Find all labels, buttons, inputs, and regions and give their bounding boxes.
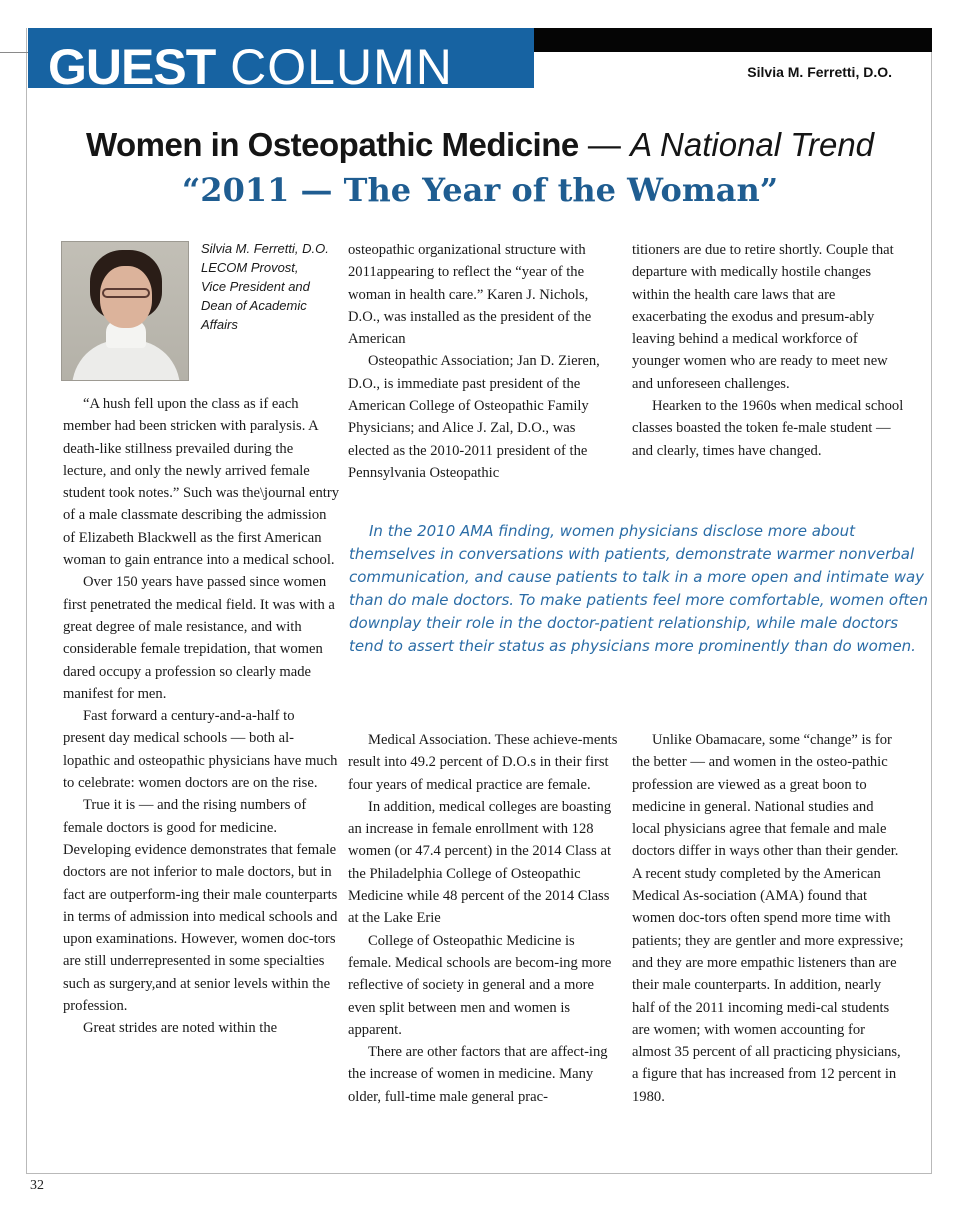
headline-dash: —	[578, 126, 631, 163]
paragraph: osteopathic organizational structure with 2011appearing to reflect the “year of the woman in health care.” Karen J. Nichols, D.O., was installed as the president of the American	[348, 242, 592, 348]
caption-line: Vice President and	[201, 279, 310, 294]
page-number: 32	[30, 1178, 44, 1193]
article-subtitle: “2011 — The Year of the Woman”	[181, 171, 779, 209]
caption-line: Affairs	[201, 317, 238, 332]
header-rule	[0, 52, 28, 53]
article-headline	[0, 124, 960, 166]
headline-main: Women in Osteopathic Medicine	[85, 126, 579, 163]
photo-caption	[201, 239, 351, 334]
pull-quote-line: themselves in conversations with patients, demonstrate warmer nonverbal	[349, 545, 915, 563]
paragraph: Great strides are noted within the	[83, 1020, 278, 1037]
pull-quote-line: than do male doctors. To make patients feel more comfortable, women often	[349, 591, 928, 609]
paragraph: Hearken to the 1960s when medical school classes boasted the token fe-male student — and clearly, times have changed.	[632, 398, 904, 459]
column-right-top	[632, 239, 904, 462]
paragraph: Unlike Obamacare, some “change” is for the better — and women in the osteo-pathic profession are viewed as a great boon to medicine in general. National studies and local physicians agree that female and male doctors differ in ways other than their gender. A recent study completed by the American Medical As-sociation (AMA) found that women doc-tors often spend more time with patients; they are gentler and more expressive; and they are more empathic listeners than are their male counterparts. In addition, nearly half of the 2011 incoming medi-cal students are women; with women accounting for almost 35 percent of all practicing physicians, a figure that has increased from 12 percent in 1980.	[632, 732, 904, 1105]
paragraph: Over 150 years have passed since women first penetrated the medical field. It was with a great degree of male resistance, and with considerable female trepidation, that women dared occupy a profession so clearly made manifest for men.	[63, 574, 335, 702]
caption-line: LECOM Provost,	[201, 260, 299, 275]
paragraph: There are other factors that are affect-ing the increase of women in medicine. Many older, full-time male general prac-	[348, 1044, 608, 1105]
section-title-light: COLUMN	[230, 39, 453, 95]
caption-line: Silvia M. Ferretti, D.O.	[201, 241, 329, 256]
paragraph: Medical Association. These achieve-ments result into 49.2 percent of D.O.s in their first four years of medical practice are female.	[348, 732, 618, 793]
column-middle-bottom	[348, 729, 618, 1108]
paragraph: College of Osteopathic Medicine is female. Medical schools are becom-ing more reflective of society in general and a more even split between men and women is apparent.	[348, 932, 612, 1038]
paragraph: Fast forward a century-and-a-half to present day medical schools — both al-lopathic and osteopathic physicians have much to celebrate: women doctors are on the rise.	[63, 708, 338, 792]
pull-quote-line: In the 2010 AMA finding, women physicians disclose more about	[369, 522, 855, 540]
headline-trend: A National Trend	[630, 126, 875, 163]
section-title	[48, 40, 453, 94]
paragraph: “A hush fell upon the class as if each member had been stricken with paralysis. A death-like stillness prevailed during the lecture, and only the newly arrived female student took notes.” Such was the\journal entry of a male classmate describing the admission of Elizabeth Blackwell as the first American woman to gain entrance into a medical school.	[63, 396, 340, 569]
pull-quote-line: downplay their role in the doctor-patient relationship, while male doctors	[349, 614, 899, 632]
paragraph: In addition, medical colleges are boasting an increase in female enrollment with 128 women (or 47.4 percent) in the 2014 Class at the Philadelphia College of Osteopathic Medicine while 48 percent of the 2014 Class at the Lake Erie	[348, 798, 612, 927]
pull-quote-line: communication, and cause patients to talk in a more open and intimate way	[349, 568, 925, 586]
section-title-bold: GUEST	[48, 39, 216, 95]
paragraph: True it is — and the rising numbers of female doctors is good for medicine. Developing evidence demonstrates that female doctors are not inferior to male doctors, but in fact are outperform-ing their male counterparts in terms of admission into medical schools and upon examinations. However, women doc-tors are still underrepresented in some specialties such as surgery,and at senior levels within the profession.	[63, 797, 338, 1015]
author-photo	[61, 241, 189, 381]
pull-quote-line: tend to assert their status as physicians more prominently than do women.	[349, 637, 916, 655]
paragraph: titioners are due to retire shortly. Couple that departure with medically hostile changes within the health care laws that are exacerbating the exodus and presum-ably leaving behind a medical workforce of younger women who are ready to meet new and unforeseen challenges.	[632, 242, 894, 392]
column-middle-top	[348, 239, 618, 484]
header-black-bar	[534, 28, 932, 52]
pull-quote	[349, 520, 928, 658]
caption-line: Dean of Academic	[201, 298, 307, 313]
paragraph: Osteopathic Association; Jan D. Zieren, D.O., is immediate past president of the American College of Osteopathic Family Physicians; and Alice J. Zal, D.O., was elected as the 2010-2011 president of the Pennsylvania Osteopathic	[348, 353, 600, 481]
author-byline: Silvia M. Ferretti, D.O.	[747, 64, 892, 80]
column-right-bottom	[632, 729, 904, 1108]
column-left	[63, 393, 339, 1040]
